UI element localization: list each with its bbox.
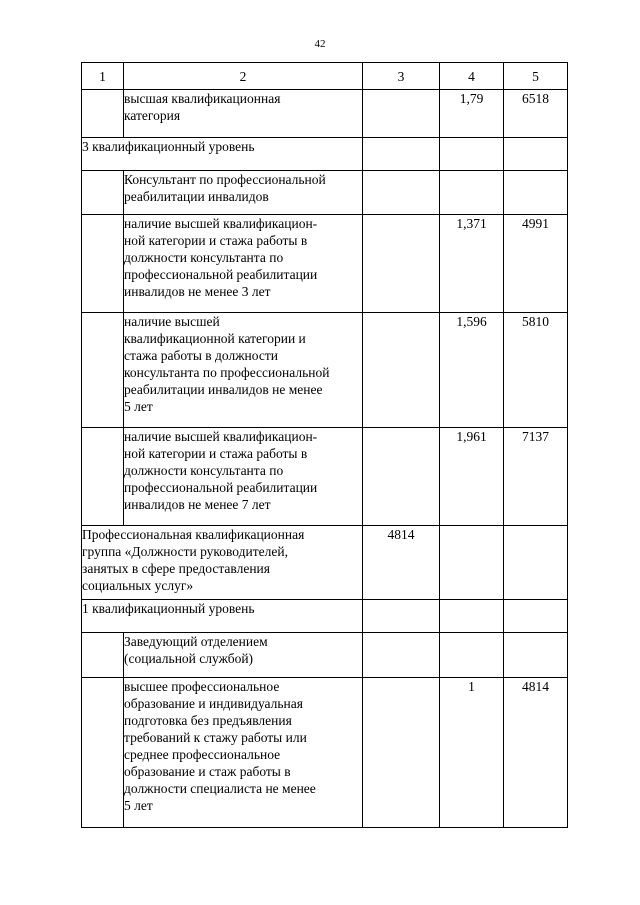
coefficient-cell: 1,371: [440, 215, 504, 313]
cell-text-line: Профессиональная квалификационная: [82, 527, 305, 542]
cell-text-line: высшее профессиональное: [124, 679, 280, 694]
cell-text-line: наличие высшей квалификацион-: [124, 429, 318, 444]
table-row: [82, 678, 568, 828]
position-description-cell: [124, 90, 363, 138]
cell-text-line: Заведующий отделением: [124, 634, 268, 649]
salary-cell: [504, 633, 568, 678]
base-salary-cell: [363, 428, 440, 526]
cell-text-line: 5 лет: [124, 798, 153, 813]
salary-cell: [504, 526, 568, 600]
cell-text-line: требований к стажу работы или: [124, 730, 307, 745]
cell-col5: [504, 600, 568, 633]
position-description-cell: [124, 215, 363, 313]
column-header-5: 5: [504, 63, 568, 90]
cell-col1: [82, 633, 124, 678]
base-salary-cell: [363, 313, 440, 428]
table-row: [82, 90, 568, 138]
cell-col1: [82, 428, 124, 526]
base-salary-cell: [363, 633, 440, 678]
base-salary-cell: [363, 215, 440, 313]
qualification-group-cell: [82, 526, 363, 600]
coefficient-cell: 1,79: [440, 90, 504, 138]
cell-col3: [363, 600, 440, 633]
cell-col5: [504, 138, 568, 171]
base-salary-cell: 4814: [363, 526, 440, 600]
cell-text-line: стажа работы в должности: [124, 348, 278, 363]
cell-text-line: консультанта по профессиональной: [124, 365, 330, 380]
cell-text-line: категория: [124, 108, 181, 123]
cell-col1: [82, 678, 124, 828]
cell-text-line: реабилитации инвалидов: [124, 189, 269, 204]
table-row: [82, 428, 568, 526]
table-row: [82, 313, 568, 428]
table-row: [82, 633, 568, 678]
table-row: [82, 171, 568, 215]
cell-text-line: должности специалиста не менее: [124, 781, 316, 796]
cell-text-line: группа «Должности руководителей,: [82, 544, 288, 559]
salary-cell: 4814: [504, 678, 568, 828]
cell-col1: [82, 90, 124, 138]
table-header-row: [82, 63, 568, 90]
cell-text-line: должности консультанта по: [124, 250, 284, 265]
cell-text-line: наличие высшей: [124, 314, 220, 329]
cell-text-line: реабилитации инвалидов не менее: [124, 382, 323, 397]
cell-text-line: Консультант по профессиональной: [124, 172, 326, 187]
cell-text-line: должности консультанта по: [124, 463, 284, 478]
position-description-cell: [124, 313, 363, 428]
cell-text-line: 5 лет: [124, 399, 153, 414]
cell-text-line: инвалидов не менее 3 лет: [124, 284, 271, 299]
coefficient-cell: 1: [440, 678, 504, 828]
base-salary-cell: [363, 171, 440, 215]
cell-text-line: среднее профессиональное: [124, 747, 281, 762]
position-description-cell: [124, 678, 363, 828]
cell-col1: [82, 171, 124, 215]
cell-col4: [440, 138, 504, 171]
column-header-4: 4: [440, 63, 504, 90]
cell-text-line: образование и стаж работы в: [124, 764, 291, 779]
table-row: [82, 138, 568, 171]
coefficient-cell: 1,596: [440, 313, 504, 428]
table-row: [82, 600, 568, 633]
coefficient-cell: [440, 171, 504, 215]
salary-cell: 7137: [504, 428, 568, 526]
position-description-cell: [124, 171, 363, 215]
cell-col4: [440, 600, 504, 633]
cell-col1: [82, 313, 124, 428]
cell-text-line: наличие высшей квалификацион-: [124, 216, 318, 231]
cell-text-line: занятых в сфере предоставления: [82, 561, 270, 576]
column-header-1: 1: [82, 63, 124, 90]
coefficient-cell: [440, 526, 504, 600]
cell-text-line: профессиональной реабилитации: [124, 480, 318, 495]
coefficient-cell: 1,961: [440, 428, 504, 526]
cell-col3: [363, 138, 440, 171]
page-number: 42: [314, 38, 326, 50]
cell-text-line: социальных услуг»: [82, 578, 194, 593]
cell-text-line: профессиональной реабилитации: [124, 267, 318, 282]
salary-cell: [504, 171, 568, 215]
salary-cell: 5810: [504, 313, 568, 428]
cell-text-line: квалификационной категории и: [124, 331, 306, 346]
column-header-3: 3: [363, 63, 440, 90]
position-description-cell: [124, 428, 363, 526]
base-salary-cell: [363, 90, 440, 138]
cell-text-line: (социальной службой): [124, 651, 254, 666]
cell-text-line: образование и индивидуальная: [124, 696, 303, 711]
salary-table: [81, 62, 568, 828]
cell-text-line: высшая квалификационная: [124, 91, 281, 106]
cell-col1: [82, 215, 124, 313]
table-row: [82, 215, 568, 313]
coefficient-cell: [440, 633, 504, 678]
cell-text-line: ной категории и стажа работы в: [124, 446, 308, 461]
salary-cell: 6518: [504, 90, 568, 138]
base-salary-cell: [363, 678, 440, 828]
column-header-2: 2: [124, 63, 363, 90]
salary-cell: 4991: [504, 215, 568, 313]
qualification-level-cell: 1 квалификационный уровень: [82, 600, 363, 633]
table-body: [82, 63, 568, 828]
position-description-cell: [124, 633, 363, 678]
cell-text-line: ной категории и стажа работы в: [124, 233, 308, 248]
cell-text-line: инвалидов не менее 7 лет: [124, 497, 271, 512]
table-row: [82, 526, 568, 600]
qualification-level-cell: 3 квалификационный уровень: [82, 138, 363, 171]
cell-text-line: подготовка без предъявления: [124, 713, 292, 728]
